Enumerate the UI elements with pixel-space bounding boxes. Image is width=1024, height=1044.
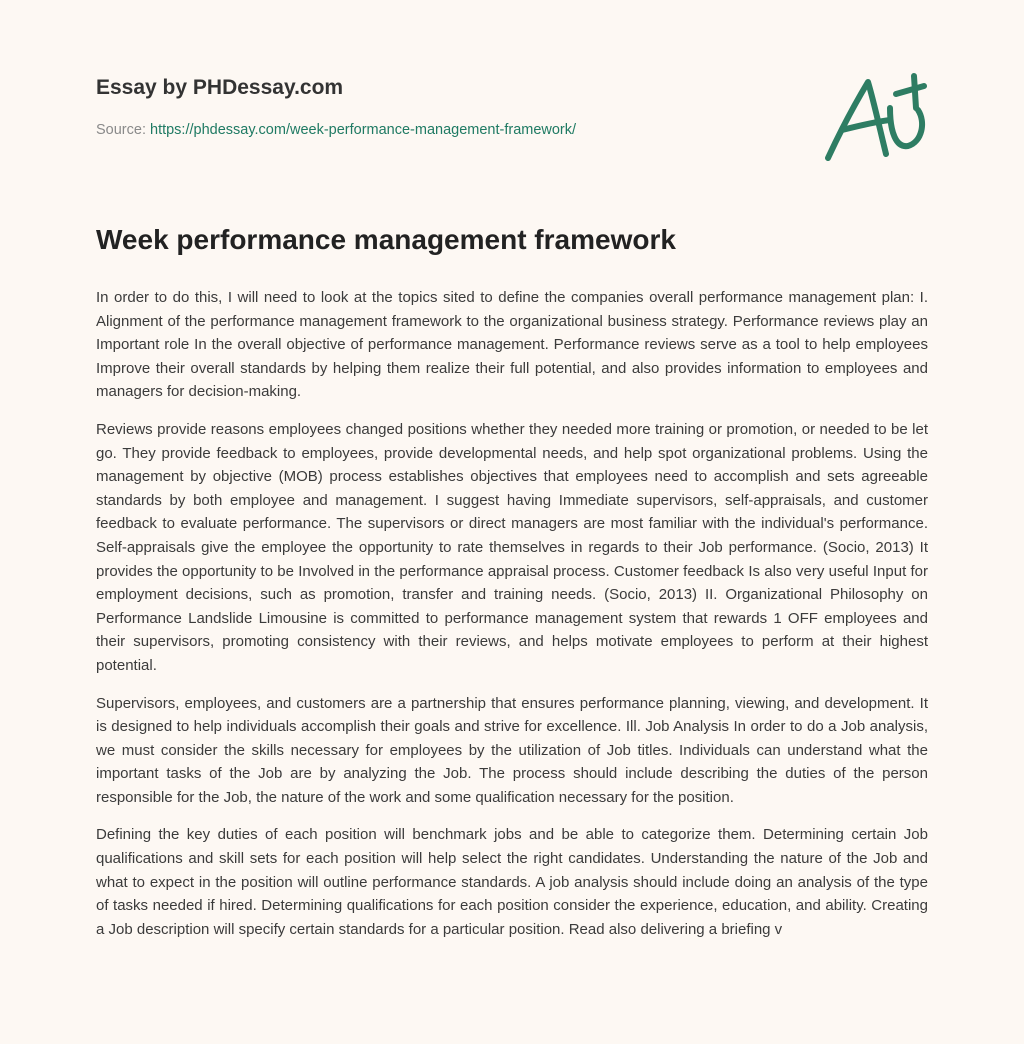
source-label: Source: bbox=[96, 122, 150, 138]
site-brand: Essay by PHDessay.com bbox=[96, 76, 344, 99]
paragraph: Supervisors, employees, and customers are a partnership that ensures performance planning, viewing, and development. It is designed to help individuals accomplish their goals and strive for excellence. Ill. Job Analysis In order to do a Job analysis, we must consider the skills necessary for employees by the utilization of Job titles. Individuals can understand what the important tasks of the Job are by analyzing the Job. The process should include describing the duties of the person responsible for the Job, the nature of the work and some qualification necessary for the position. bbox=[96, 694, 928, 806]
paragraph: In order to do this, I will need to look at the topics sited to define the companies overall performance management plan: I. Alignment of the performance management framework to the organizational business strategy. Performance reviews play an Important role In the overall objective of performance management. Performance reviews serve as a tool to help employees Improve their overall standards by helping them realize their full potential, and also provides information to employees and managers for decision-making. bbox=[96, 289, 928, 401]
essay-body bbox=[96, 286, 928, 955]
paragraph: Reviews provide reasons employees changed positions whether they needed more training or promotion, or needed to be let go. They provide feedback to employees, provide developmental needs, and help spot organizational problems. Using the management by objective (MOB) process establishes objectives that employees need to accomplish and sets agreeable standards by both employee and management. I suggest having Immediate supervisors, self-appraisals, and customer feedback to evaluate performance. The supervisors or direct managers are most familiar with the individual's performance. Self-appraisals give the employee the opportunity to rate themselves in regards to their Job performance. (Socio, 2013) It provides the opportunity to be Involved in the performance appraisal process. Customer feedback Is also very useful Input for employment decisions, such as promotion, transfer and training needs. (Socio, 2013) II. Organizational Philosophy on Performance Landslide Limousine is committed to performance management system that rewards 1 OFF employees and their supervisors, promoting consistency with their reviews, and helps motivate employees to perform at their highest potential. bbox=[96, 420, 928, 674]
paragraph: Defining the key duties of each position will benchmark jobs and be able to categorize them. Determining certain Job qualifications and skill sets for each position will help select the right candidates. Understanding the nature of the Job and what to expect in the position will outline performance standards. A job analysis should include doing an analysis of the type of tasks needed if hired. Determining qualifications for each position consider the experience, education, and ability. Creating a Job description will specify certain standards for a particular position. Read also delivering a briefing v bbox=[96, 826, 928, 938]
header bbox=[96, 76, 576, 138]
essay-title: Week performance management framework bbox=[96, 224, 676, 255]
a-plus-logo-icon bbox=[818, 62, 938, 172]
source-line bbox=[96, 122, 576, 138]
source-link[interactable]: https://phdessay.com/week-performance-management-framework/ bbox=[150, 122, 577, 138]
